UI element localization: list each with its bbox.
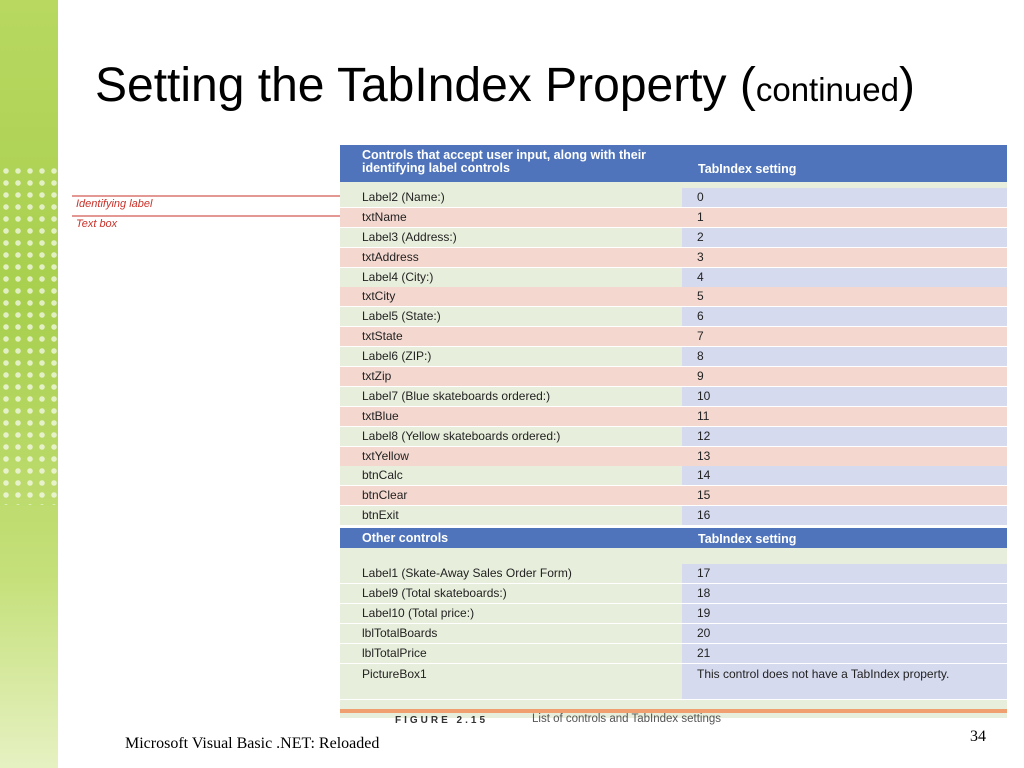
- table-row: [340, 228, 1007, 248]
- tabindex-cell: This control does not have a TabIndex property.: [682, 664, 1007, 699]
- table-header-2: [340, 528, 1007, 548]
- table-row: [340, 367, 1007, 387]
- tabindex-cell: 21: [682, 644, 1007, 663]
- control-name-cell: txtCity: [340, 287, 682, 306]
- tabindex-cell: 4: [682, 268, 1007, 287]
- table-row: [340, 486, 1007, 506]
- tabindex-cell: 18: [682, 584, 1007, 603]
- tabindex-cell: 10: [682, 387, 1007, 406]
- tabindex-cell: 13: [682, 447, 1007, 466]
- control-name-cell: txtName: [340, 208, 682, 227]
- table-row: [340, 387, 1007, 407]
- caption-text: List of controls and TabIndex settings: [532, 713, 722, 725]
- control-name-cell: txtAddress: [340, 248, 682, 267]
- control-name-cell: btnCalc: [340, 466, 682, 485]
- control-name-cell: Label5 (State:): [340, 307, 682, 326]
- control-name-cell: Label8 (Yellow skateboards ordered:): [340, 427, 682, 446]
- table-spacer-2: [340, 548, 1007, 564]
- tabindex-cell: 12: [682, 427, 1007, 446]
- annotation-identifying-label: Identifying label: [76, 198, 153, 210]
- table-section-1: [340, 188, 1007, 526]
- tabindex-cell: 1: [682, 208, 1007, 227]
- slide-title: Setting the TabIndex Property (continued): [95, 59, 915, 112]
- slide-footer: Microsoft Visual Basic .NET: Reloaded: [125, 735, 380, 752]
- tabindex-cell: 0: [682, 188, 1007, 207]
- table-row: [340, 307, 1007, 327]
- control-name-cell: txtState: [340, 327, 682, 346]
- table-row: [340, 407, 1007, 427]
- control-name-cell: btnClear: [340, 486, 682, 505]
- table-row: [340, 287, 1007, 307]
- control-name-cell: txtYellow: [340, 447, 682, 466]
- decorative-side-strip: [0, 0, 58, 768]
- decorative-dot-pattern: [0, 165, 58, 505]
- table-row: [340, 447, 1007, 467]
- table-row: [340, 644, 1007, 664]
- control-name-cell: lblTotalBoards: [340, 624, 682, 643]
- tabindex-table: [340, 145, 1007, 718]
- tabindex-cell: 5: [682, 287, 1007, 306]
- header-col-tabindex-2: TabIndex setting: [698, 532, 797, 547]
- figure-caption: [340, 706, 1007, 726]
- control-name-cell: lblTotalPrice: [340, 644, 682, 663]
- table-row: [340, 347, 1007, 367]
- table-row: [340, 604, 1007, 624]
- header-col-tabindex: TabIndex setting: [698, 162, 797, 176]
- tabindex-cell: 8: [682, 347, 1007, 366]
- control-name-cell: Label6 (ZIP:): [340, 347, 682, 366]
- header-col-other-controls: Other controls: [362, 531, 449, 546]
- table-row: [340, 188, 1007, 208]
- tabindex-cell: 9: [682, 367, 1007, 386]
- control-name-cell: PictureBox1: [340, 664, 682, 699]
- annotation-text-box: Text box: [76, 218, 118, 230]
- control-name-cell: txtBlue: [340, 407, 682, 426]
- control-name-cell: Label2 (Name:): [340, 188, 682, 207]
- table-row: [340, 268, 1007, 288]
- control-name-cell: Label10 (Total price:): [340, 604, 682, 623]
- table-row: [340, 427, 1007, 447]
- tabindex-cell: 11: [682, 407, 1007, 426]
- table-section-2: [340, 564, 1007, 699]
- table-row: [340, 208, 1007, 228]
- tabindex-cell: 7: [682, 327, 1007, 346]
- table-row: [340, 327, 1007, 347]
- control-name-cell: Label4 (City:): [340, 268, 682, 287]
- table-row: [340, 624, 1007, 644]
- tabindex-cell: 14: [682, 466, 1007, 485]
- control-name-cell: Label3 (Address:): [340, 228, 682, 247]
- table-row: [340, 664, 1007, 700]
- control-name-cell: Label7 (Blue skateboards ordered:): [340, 387, 682, 406]
- control-name-cell: btnExit: [340, 506, 682, 525]
- tabindex-cell: 2: [682, 228, 1007, 247]
- table-row: [340, 506, 1007, 526]
- tabindex-cell: 19: [682, 604, 1007, 623]
- figure-number: FIGURE 2.15: [395, 715, 489, 726]
- tabindex-cell: 16: [682, 506, 1007, 525]
- table-row: [340, 466, 1007, 486]
- tabindex-cell: 20: [682, 624, 1007, 643]
- tabindex-cell: 17: [682, 564, 1007, 583]
- slide-number: 34: [970, 728, 986, 745]
- control-name-cell: txtZip: [340, 367, 682, 386]
- header-col-controls: Controls that accept user input, along with their identifying label controls: [362, 148, 647, 175]
- tabindex-cell: 3: [682, 248, 1007, 267]
- control-name-cell: Label9 (Total skateboards:): [340, 584, 682, 603]
- control-name-cell: Label1 (Skate-Away Sales Order Form): [340, 564, 682, 583]
- table-row: [340, 248, 1007, 268]
- table-row: [340, 564, 1007, 584]
- tabindex-cell: 15: [682, 486, 1007, 505]
- tabindex-cell: 6: [682, 307, 1007, 326]
- table-header-1: [340, 145, 1007, 182]
- table-row: [340, 584, 1007, 604]
